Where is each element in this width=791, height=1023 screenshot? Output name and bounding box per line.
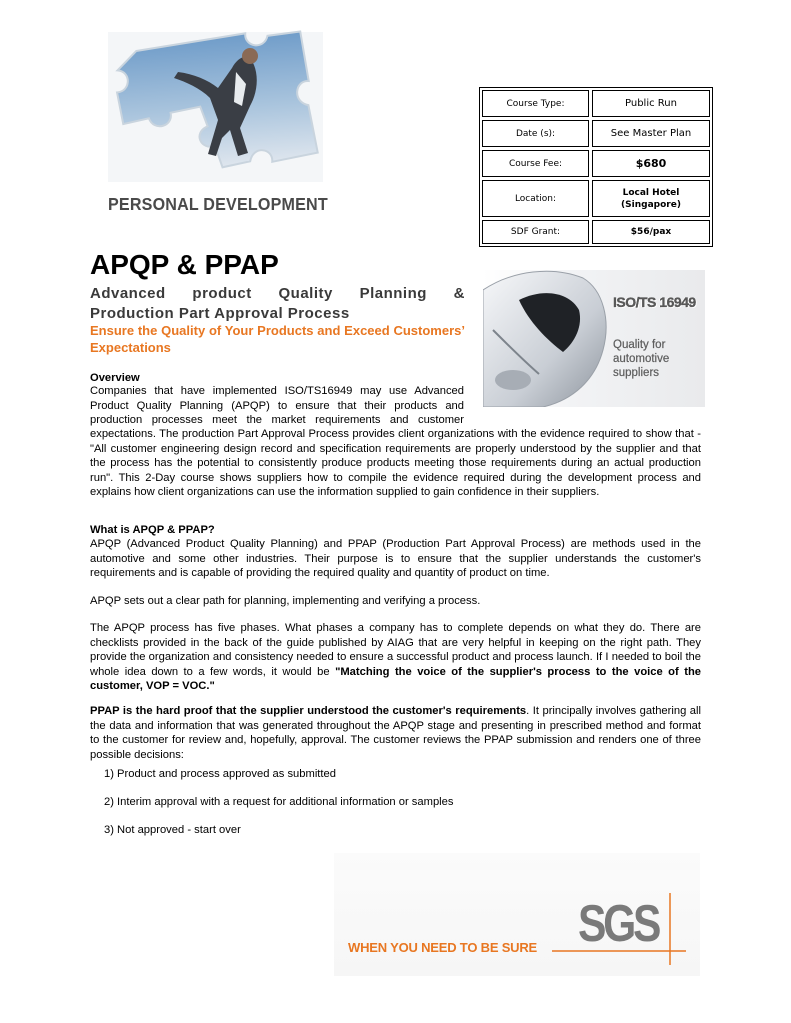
info-value: $680 [592,150,710,177]
ppap-bold-lead: PPAP is the hard proof that the supplier understood the customer's requirements [90,705,527,717]
info-label: SDF Grant: [482,220,589,244]
info-value: Public Run [592,90,710,117]
info-value: $56/pax [592,220,710,244]
sgs-logo: SGS [578,895,659,953]
sgs-slogan: WHEN YOU NEED TO BE SURE [348,940,538,955]
ppap-text: . It principally involves gathering all the data and information that was generated throughout the APQP stage and presenting in prescribed method and format to the customer for review and, hopefully, approval. The customer reviews the PPAP submission and renders one of three possible decisions: [90,705,701,761]
course-title: APQP & PPAP [90,249,279,280]
overview-heading: Overview [90,372,140,384]
overview-paragraph-part1: Companies that have implemented ISO/TS16949 may use Advanced Product Quality Planning (APQP) to ensure that their products and production processes meet the market requirements and customer [90,385,464,426]
course-tagline: Ensure the Quality of Your Products and Exceed Customers’ Expectations [90,323,465,355]
info-label: Location: [482,180,589,217]
info-row-date [482,120,710,147]
apqp-path-paragraph: APQP sets out a clear path for planning, implementing and verifying a process. [90,595,481,607]
decision-item: 3) Not approved - start over [104,824,241,836]
course-info-table [479,87,713,247]
info-value: Local Hotel (Singapore) [592,180,710,217]
what-is-paragraph: APQP (Advanced Product Quality Planning) and PPAP (Production Part Approval Process) are methods used in the automotive and some other industries. Their purpose is to ensure that the supplier understands the customer's requirements and is capable of providing the required quality and quantity of product on time. [90,538,701,579]
course-subtitle-line1: Advanced product Quality Planning & [90,285,465,302]
banner-caption: PERSONAL DEVELOPMENT [108,194,328,214]
phases-text: The APQP process has five phases. What phases a company has to complete depends on what they do. There are checklists provided in the back of the guide published by AIAG that are very helpful in keeping on the right path. They provide the organization and consistency needed to ensure a successful product and process launch. If I needed to boil the whole idea down to a few words, it would be [90,622,701,678]
info-label: Course Fee: [482,150,589,177]
iso-badge: ISO/TS 16949 [613,294,696,310]
info-row-sdf-grant [482,220,710,244]
info-row-course-fee [482,150,710,177]
info-value: See Master Plan [592,120,710,147]
overview-paragraph-part2: expectations. The production Part Approval Process provides client organizations with the evidence required to show that - "All customer engineering design record and specification requirements are properly understood by the supplier and that the process has the potential to consistently produce products meeting those requirements during an actual production run". This 2-Day course shows suppliers how to compile the evidence required during the development process and explains how client organizations can use the information supplied to gain confidence in their suppliers. [90,428,701,498]
decision-item: 2) Interim approval with a request for additional information or samples [104,796,454,808]
info-row-location [482,180,710,217]
info-label: Course Type: [482,90,589,117]
puzzle-piece-image [100,28,330,198]
sgs-footer-banner [334,853,700,976]
ppap-paragraph [90,704,701,762]
decision-item: 1) Product and process approved as submitted [104,768,336,780]
info-label: Date (s): [482,120,589,147]
course-subtitle-line2: Production Part Approval Process [90,305,350,322]
phases-paragraph [90,621,701,694]
what-is-heading: What is APQP & PPAP? [90,524,215,536]
personal-development-banner [100,28,330,216]
iso-ts-16949-image [483,270,705,407]
info-row-course-type [482,90,710,117]
phases-bold-quote: "Matching the voice of the supplier's process to the voice of the customer, VOP = VOC." [90,665,701,692]
iso-caption: Quality for automotive suppliers [613,339,670,379]
